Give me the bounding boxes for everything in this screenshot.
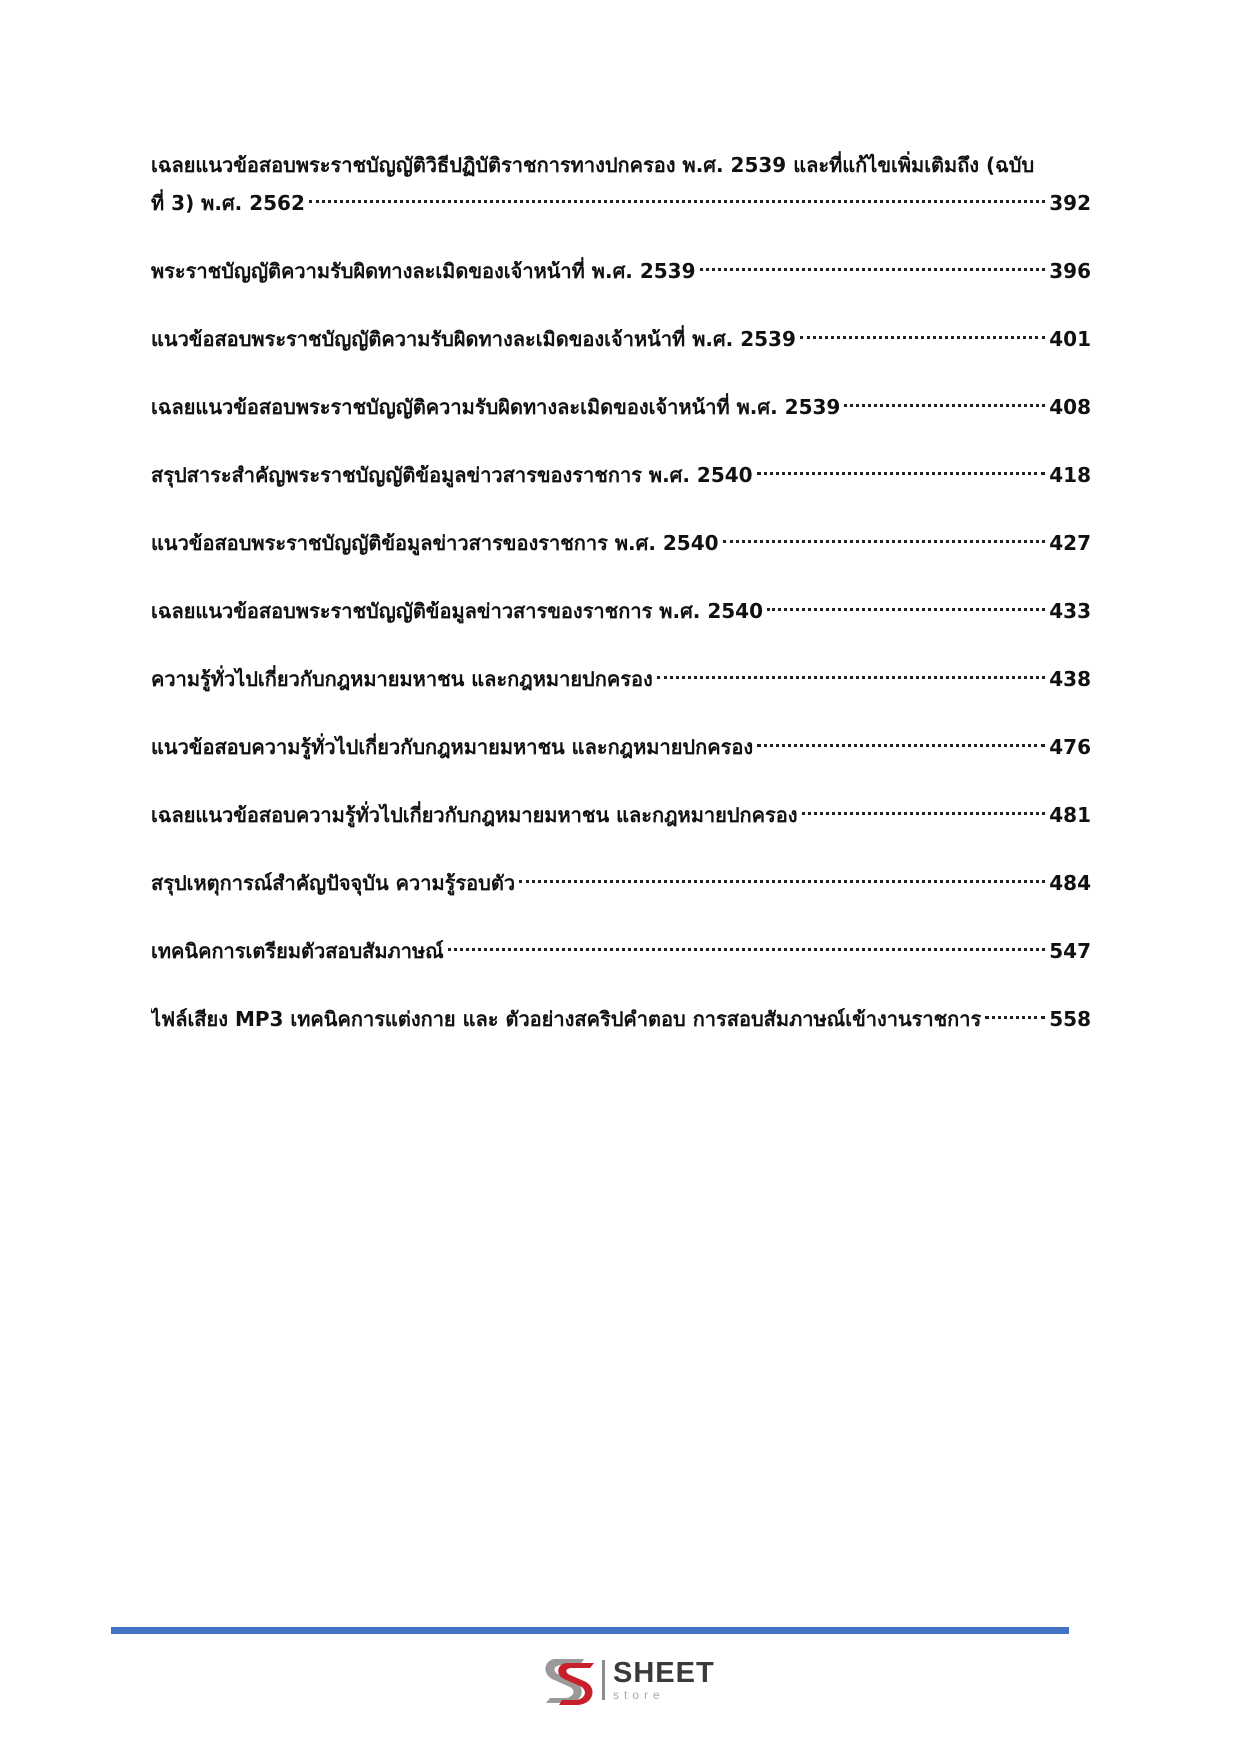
toc-entry[interactable] xyxy=(151,452,1091,490)
toc-entry-page: 438 xyxy=(1049,667,1091,691)
table-of-contents xyxy=(151,150,1091,1064)
toc-entry[interactable] xyxy=(151,384,1091,422)
toc-entry[interactable] xyxy=(151,860,1091,898)
toc-entry-page: 392 xyxy=(1049,191,1091,215)
logo-brand: SHEET xyxy=(613,1657,715,1689)
logo-subtitle: store xyxy=(613,1688,665,1702)
dot-leader xyxy=(757,452,1046,482)
logo-separator xyxy=(602,1660,605,1700)
toc-entry-page: 433 xyxy=(1049,599,1091,623)
toc-entry-title: ไฟล์เสียง MP3 เทคนิคการแต่งกาย และ ตัวอย่างสคริปคำตอบ การสอบสัมภาษณ์เข้างานราชการ xyxy=(151,1007,982,1031)
toc-entry[interactable] xyxy=(151,724,1091,762)
toc-entry[interactable] xyxy=(151,248,1091,286)
toc-entry-page: 418 xyxy=(1049,463,1091,487)
toc-entry-title: แนวข้อสอบพระราชบัญญัติข้อมูลข่าวสารของราชการ พ.ศ. 2540 xyxy=(151,531,719,555)
toc-entry[interactable] xyxy=(151,792,1091,830)
toc-entry-title-line1: เฉลยแนวข้อสอบพระราชบัญญัติวิธีปฏิบัติราชการทางปกครอง พ.ศ. 2539 และที่แก้ไขเพิ่มเติมถึง (ฉบับ xyxy=(151,153,1035,177)
toc-entry-page: 401 xyxy=(1049,327,1091,351)
toc-entry-title: แนวข้อสอบความรู้ทั่วไปเกี่ยวกับกฎหมายมหาชน และกฎหมายปกครอง xyxy=(151,735,754,759)
toc-entry-title: ที่ 3) พ.ศ. 2562 xyxy=(151,191,305,215)
toc-entry[interactable] xyxy=(151,520,1091,558)
toc-entry[interactable] xyxy=(151,150,1091,218)
toc-entry-page: 481 xyxy=(1049,803,1091,827)
dot-leader xyxy=(448,928,1046,958)
dot-leader xyxy=(757,724,1045,754)
toc-entry-title: เฉลยแนวข้อสอบพระราชบัญญัติข้อมูลข่าวสารของราชการ พ.ศ. 2540 xyxy=(151,599,763,623)
sheet-store-logo-icon xyxy=(540,1653,600,1707)
toc-entry-page: 558 xyxy=(1049,1007,1091,1031)
toc-entry-title: สรุปสาระสำคัญพระราชบัญญัติข้อมูลข่าวสารของราชการ พ.ศ. 2540 xyxy=(151,463,753,487)
dot-leader xyxy=(723,520,1046,550)
toc-entry-title: เฉลยแนวข้อสอบความรู้ทั่วไปเกี่ยวกับกฎหมายมหาชน และกฎหมายปกครอง xyxy=(151,803,798,827)
toc-entry-page: 547 xyxy=(1049,939,1091,963)
toc-entry-page: 396 xyxy=(1049,259,1091,283)
dot-leader xyxy=(985,996,1045,1026)
dot-leader xyxy=(657,656,1046,686)
toc-entry-title: พระราชบัญญัติความรับผิดทางละเมิดของเจ้าหน้าที่ พ.ศ. 2539 xyxy=(151,259,696,283)
dot-leader xyxy=(844,384,1045,414)
toc-entry-title: สรุปเหตุการณ์สำคัญปัจจุบัน ความรู้รอบตัว xyxy=(151,871,516,895)
toc-entry[interactable] xyxy=(151,316,1091,354)
dot-leader xyxy=(700,248,1046,278)
toc-entry[interactable] xyxy=(151,588,1091,626)
dot-leader xyxy=(767,588,1045,618)
logo-wordmark xyxy=(613,1659,715,1701)
footer-rule xyxy=(111,1627,1069,1634)
toc-entry[interactable] xyxy=(151,656,1091,694)
toc-entry[interactable] xyxy=(151,996,1091,1034)
toc-entry[interactable] xyxy=(151,928,1091,966)
dot-leader xyxy=(800,316,1045,346)
dot-leader xyxy=(519,860,1045,890)
toc-entry-page: 476 xyxy=(1049,735,1091,759)
toc-entry-title: แนวข้อสอบพระราชบัญญัติความรับผิดทางละเมิดของเจ้าหน้าที่ พ.ศ. 2539 xyxy=(151,327,796,351)
toc-entry-title: ความรู้ทั่วไปเกี่ยวกับกฎหมายมหาชน และกฎหมายปกครอง xyxy=(151,667,653,691)
toc-entry-title: เฉลยแนวข้อสอบพระราชบัญญัติความรับผิดทางละเมิดของเจ้าหน้าที่ พ.ศ. 2539 xyxy=(151,395,841,419)
toc-entry-page: 427 xyxy=(1049,531,1091,555)
footer-logo xyxy=(540,1653,715,1707)
dot-leader xyxy=(309,180,1045,210)
toc-entry-page: 484 xyxy=(1049,871,1091,895)
toc-entry-page: 408 xyxy=(1049,395,1091,419)
dot-leader xyxy=(802,792,1046,822)
toc-entry-title: เทคนิคการเตรียมตัวสอบสัมภาษณ์ xyxy=(151,939,444,963)
